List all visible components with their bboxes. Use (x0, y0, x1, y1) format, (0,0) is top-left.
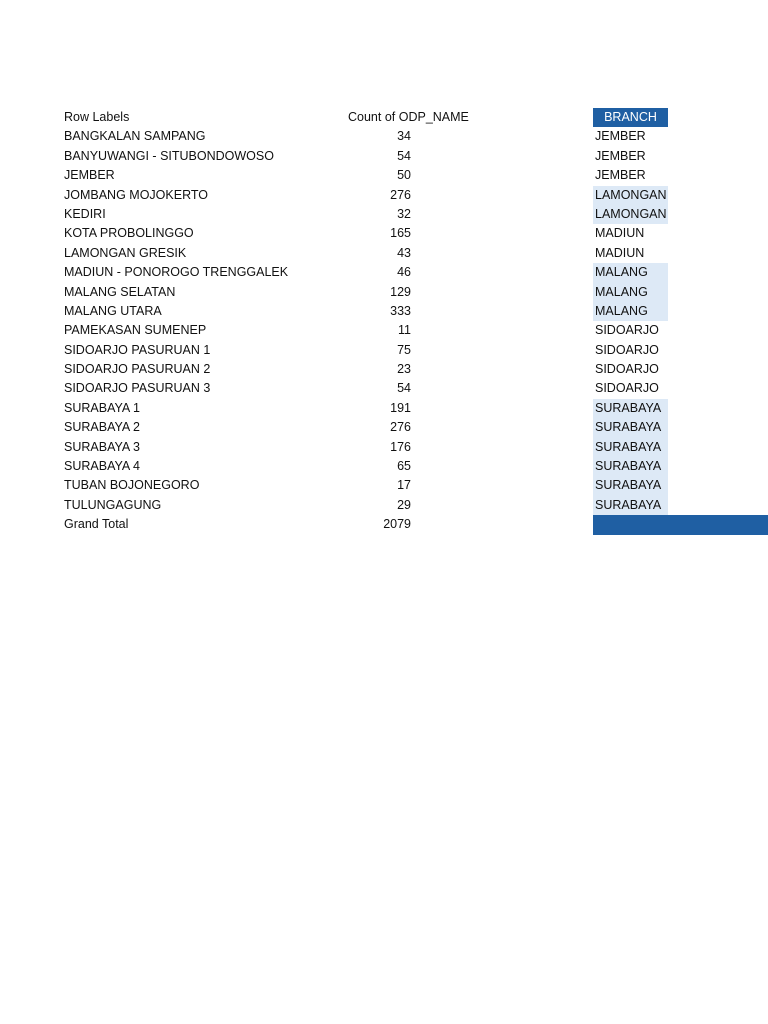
grand-total-count: 2079 (383, 517, 411, 532)
row-label: TULUNGAGUNG (64, 497, 162, 512)
row-count: 276 (390, 187, 411, 202)
row-label: MADIUN - PONOROGO TRENGGALEK (64, 265, 289, 280)
row-label: MALANG SELATAN (64, 284, 176, 299)
branch-cell[interactable]: SURABAYA (593, 457, 668, 476)
row-label: SIDOARJO PASURUAN 3 (64, 381, 211, 396)
row-count: 32 (397, 206, 411, 221)
row-count: 165 (390, 226, 411, 241)
branch-column (593, 108, 768, 535)
branch-cell[interactable]: MADIUN (595, 226, 645, 241)
branch-cell[interactable]: MALANG (593, 263, 668, 282)
branch-cell[interactable]: JEMBER (595, 148, 646, 163)
row-count: 75 (397, 342, 411, 357)
branch-cell[interactable]: MALANG (593, 302, 668, 321)
branch-cell[interactable]: SIDOARJO (595, 323, 659, 338)
row-labels-header[interactable]: Row Labels (64, 110, 130, 124)
row-label: SURABAYA 1 (64, 400, 140, 415)
row-count: 11 (398, 323, 411, 338)
branch-cell[interactable]: SURABAYA (593, 496, 668, 515)
row-label: SIDOARJO PASURUAN 2 (64, 362, 211, 377)
branch-cell[interactable]: SIDOARJO (595, 362, 659, 377)
branch-rows (593, 127, 768, 515)
row-count: 191 (390, 400, 411, 415)
row-label: SIDOARJO PASURUAN 1 (64, 342, 211, 357)
branch-cell[interactable]: SIDOARJO (595, 381, 659, 396)
branch-cell[interactable]: MALANG (593, 283, 668, 302)
row-count: 29 (397, 497, 411, 512)
row-count: 17 (397, 478, 411, 493)
grand-total-label: Grand Total (64, 517, 129, 532)
branch-cell[interactable]: JEMBER (595, 129, 646, 144)
row-label: JEMBER (64, 168, 115, 183)
row-count: 50 (397, 168, 411, 183)
row-label: MALANG UTARA (64, 303, 162, 318)
branch-footer-bar (593, 515, 768, 534)
row-count: 65 (397, 459, 411, 474)
branch-cell[interactable]: SURABAYA (593, 418, 668, 437)
branch-cell[interactable]: SURABAYA (593, 399, 668, 418)
row-label: PAMEKASAN SUMENEP (64, 323, 207, 338)
row-count: 46 (397, 265, 411, 280)
row-count: 23 (397, 362, 411, 377)
branch-cell[interactable]: LAMONGAN (593, 186, 668, 205)
row-count: 43 (397, 245, 411, 260)
row-label: KOTA PROBOLINGGO (64, 226, 194, 241)
branch-cell[interactable]: MADIUN (595, 245, 645, 260)
branch-cell[interactable]: SURABAYA (593, 438, 668, 457)
row-count: 333 (390, 303, 411, 318)
branch-header[interactable]: BRANCH (593, 108, 668, 127)
branch-cell[interactable]: JEMBER (595, 168, 646, 183)
branch-cell[interactable]: SURABAYA (593, 476, 668, 495)
row-label: LAMONGAN GRESIK (64, 245, 187, 260)
branch-cell[interactable]: SIDOARJO (595, 342, 659, 357)
row-count: 176 (390, 439, 411, 454)
row-label: BANYUWANGI - SITUBONDOWOSO (64, 148, 274, 163)
row-label: JOMBANG MOJOKERTO (64, 187, 209, 202)
row-label: BANGKALAN SAMPANG (64, 129, 206, 144)
row-label: TUBAN BOJONEGORO (64, 478, 200, 493)
row-count: 54 (397, 381, 411, 396)
row-count: 276 (390, 420, 411, 435)
row-count: 54 (397, 148, 411, 163)
count-header[interactable]: Count of ODP_NAME (348, 110, 469, 124)
row-label: KEDIRI (64, 206, 106, 221)
row-label: SURABAYA 3 (64, 439, 140, 454)
branch-cell[interactable]: LAMONGAN (593, 205, 668, 224)
row-label: SURABAYA 2 (64, 420, 140, 435)
row-count: 129 (390, 284, 411, 299)
row-count: 34 (397, 129, 411, 144)
row-label: SURABAYA 4 (64, 459, 140, 474)
